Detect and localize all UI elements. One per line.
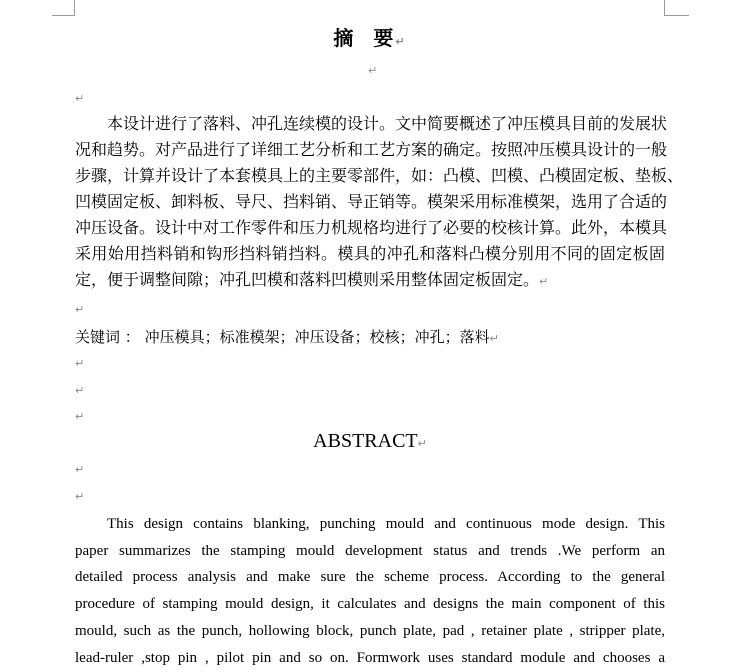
abstract-cn-text: 定，便于调整间隙；冲孔凹模和落料凹模则采用整体固定板固定。 bbox=[75, 270, 540, 289]
paragraph-mark: ↵ bbox=[75, 384, 85, 397]
abstract-title-en-text: ABSTRACT bbox=[313, 430, 418, 452]
abstract-cn-line: 况和趋势。对产品进行了详细工艺分析和工艺方案的确定。按照冲压模具设计的一般 bbox=[75, 140, 668, 159]
keywords-value: 冲压模具；标准模架；冲压设备；校核；冲孔；落料 bbox=[144, 328, 490, 346]
abstract-cn-line: 冲压设备。设计中对工作零件和压力机规格均进行了必要的校核计算。此外，本模具 bbox=[75, 218, 668, 237]
abstract-en-line: detailed process analysis and make sure the scheme process. According to the general bbox=[75, 569, 665, 585]
keywords-line bbox=[75, 326, 499, 347]
paragraph-mark: ↵ bbox=[75, 490, 85, 503]
abstract-en-line: lead-ruler ,stop pin , pilot pin and so on. Formwork uses standard module and chooses a bbox=[75, 650, 665, 666]
paragraph-mark: ↵ bbox=[539, 275, 549, 288]
paragraph-mark: ↵ bbox=[75, 303, 85, 316]
abstract-cn-line: 本设计进行了落料、冲孔连续模的设计。文中简要概述了冲压模具目前的发展状 bbox=[107, 114, 668, 133]
abstract-title-en bbox=[0, 430, 740, 453]
abstract-en-line: This design contains blanking, punching mould and continuous mode design. This bbox=[107, 516, 665, 532]
paragraph-mark: ↵ bbox=[368, 64, 378, 77]
abstract-cn-line bbox=[75, 267, 548, 295]
paragraph-mark: ↵ bbox=[395, 35, 407, 48]
paragraph-mark: ↵ bbox=[417, 438, 427, 450]
title-char: 要 bbox=[373, 26, 396, 50]
title-char: 摘 bbox=[333, 26, 356, 50]
abstract-title-cn bbox=[0, 22, 740, 51]
paragraph-mark: ↵ bbox=[75, 410, 85, 423]
abstract-en-line: procedure of stamping mould design, it calculates and designs the main component of this bbox=[75, 596, 665, 612]
keywords-label: 关键词 ： bbox=[75, 328, 140, 346]
page-corner-mark-left bbox=[52, 0, 75, 16]
paragraph-mark: ↵ bbox=[75, 463, 85, 476]
abstract-cn-line: 采用始用挡料销和钩形挡料销挡料。模具的冲孔和落料凸模分别用不同的固定板固 bbox=[75, 244, 665, 263]
page-corner-mark-right bbox=[664, 0, 689, 16]
paragraph-mark: ↵ bbox=[75, 357, 85, 370]
paragraph-mark: ↵ bbox=[75, 92, 85, 105]
abstract-cn-line: 步骤，计算并设计了本套模具上的主要零部件，如：凸模、凹模、凸模固定板、垫板、 bbox=[75, 166, 684, 185]
abstract-en-line: paper summarizes the stamping mould development status and trends .We perform an bbox=[75, 543, 665, 559]
abstract-cn-line: 凹模固定板、卸料板、导尺、挡料销、导正销等。模架采用标准模架，选用了合适的 bbox=[75, 192, 668, 211]
paragraph-mark: ↵ bbox=[489, 332, 499, 345]
abstract-en-line: mould, such as the punch, hollowing block, punch plate, pad , retainer plate , stripper plate, bbox=[75, 623, 665, 639]
